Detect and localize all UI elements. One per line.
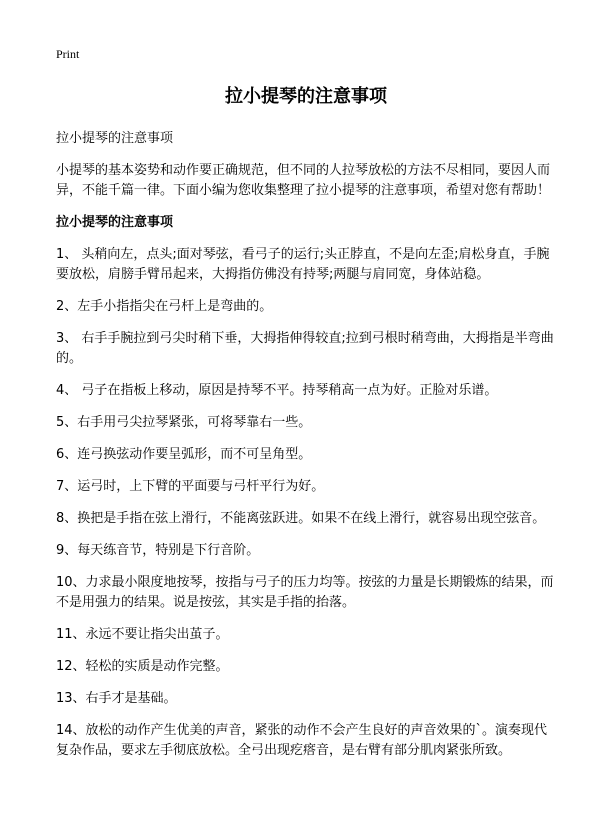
tip-item-13: 13、右手才是基础。: [56, 691, 177, 706]
tip-item-12: 12、轻松的实质是动作完整。: [56, 659, 229, 674]
tip-item-14: 14、放松的动作产生优美的声音，紧张的动作不会产生良好的声音效果的`。演奏现代复杂作品，要求左手彻底放松。全弓出现疙瘩音，是右臂有部分肌肉紧张所致。: [56, 723, 548, 758]
tip-item-4: 4、 弓子在指板上移动，原因是持琴不平。持琴稍高一点为好。正脸对乐谱。: [56, 383, 498, 398]
tip-item-11: 11、永远不要让指尖出茧子。: [56, 627, 229, 642]
print-label: Print: [56, 47, 80, 61]
tip-item-2: 2、左手小指指尖在弓杆上是弯曲的。: [56, 299, 273, 314]
tip-item-9: 9、每天练音节，特别是下行音阶。: [56, 543, 260, 558]
document-title: 拉小提琴的注意事项: [225, 86, 387, 107]
document-subtitle: 拉小提琴的注意事项: [56, 131, 174, 146]
tips-list: [56, 245, 556, 761]
tip-item-6: 6、连弓换弦动作要呈弧形，而不可呈角型。: [56, 447, 312, 462]
tip-item-3: 3、 右手手腕拉到弓尖时稍下垂，大拇指伸得较直;拉到弓根时稍弯曲，大拇指是半弯曲的。: [56, 331, 554, 366]
section-heading: 拉小提琴的注意事项: [56, 215, 174, 230]
tip-item-10: 10、力求最小限度地按琴，按指与弓子的压力均等。按弦的力量是长期锻炼的结果，而不是用强力的结果。说是按弦，其实是手指的抬落。: [56, 575, 554, 610]
tip-item-8: 8、换把是手指在弦上滑行，不能离弦跃进。如果不在线上滑行，就容易出现空弦音。: [56, 511, 546, 526]
tip-item-5: 5、右手用弓尖拉琴紧张，可将琴靠右一些。: [56, 415, 312, 430]
tip-item-1: 1、 头稍向左，点头;面对琴弦，看弓子的运行;头正脖直，不是向左歪;肩松身直，手腕要放松，肩膀手臂吊起来，大拇指仿佛没有持琴;两腿与肩同宽，身体站稳。: [56, 247, 550, 282]
intro-paragraph: 小提琴的基本姿势和动作要正确规范，但不同的人拉琴放松的方法不尽相同，要因人而异，不能千篇一律。下面小编为您收集整理了拉小提琴的注意事项，希望对您有帮助！: [56, 163, 551, 198]
tip-item-7: 7、运弓时，上下臂的平面要与弓杆平行为好。: [56, 479, 325, 494]
